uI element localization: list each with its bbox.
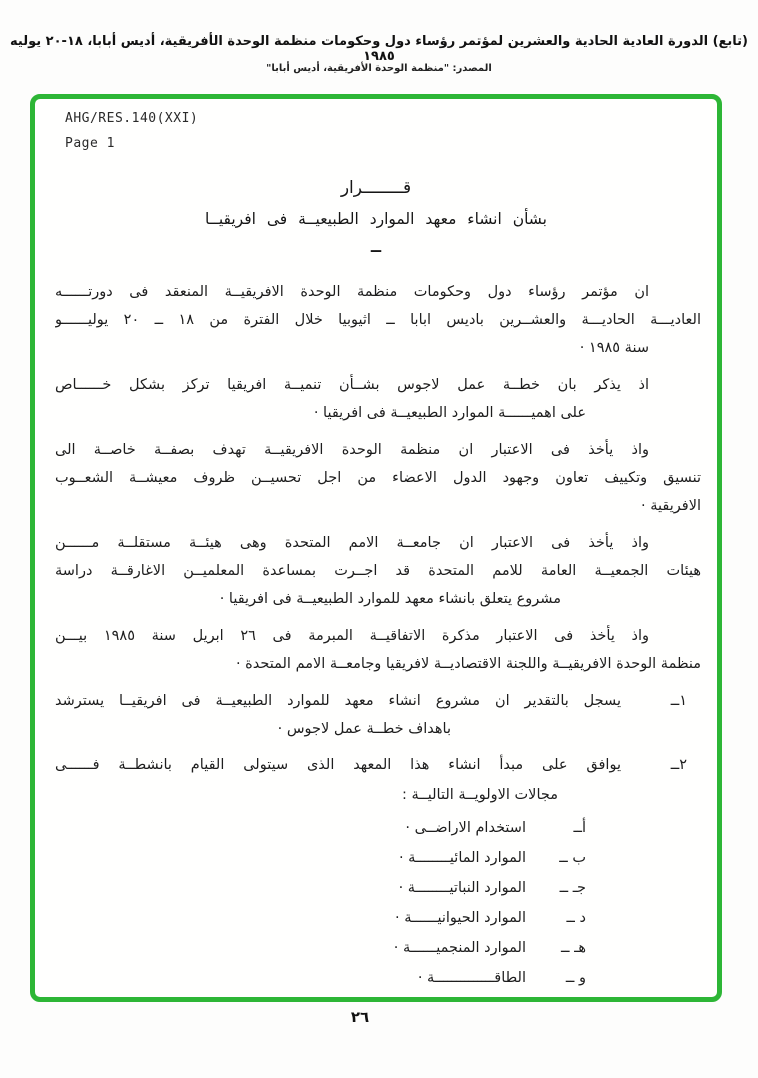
title-divider-dash: ــ	[370, 238, 382, 256]
list-item-letter: جـ ــ	[559, 880, 586, 896]
paragraph-line: منظمة الوحدة الافريقيــة واللجنة الاقتصاديــة لافريقيا وجامعــة الامم المتحدة ·	[235, 656, 701, 672]
paragraph-line: واذ يأخذ فى الاعتبار ان جامعــة الامم المتحدة وهى هيئــة مستقلــة مــــــن	[55, 535, 649, 551]
operative-item-2-continuation: مجالات الاولويــة التاليــة :	[402, 787, 558, 803]
list-item-text: الموارد المنجميــــــة ·	[393, 940, 526, 956]
operative-item-2	[55, 751, 701, 779]
list-item-letter: و ــ	[565, 970, 586, 986]
paragraph-line: يوافق على مبدأ انشاء هذا المعهد الذى سيتولى القيام بانشطــة فــــــى	[55, 757, 621, 773]
list-item-text: الموارد المائيــــــــة ·	[398, 850, 526, 866]
list-item	[55, 903, 586, 933]
preamble-paragraph-4	[55, 529, 701, 613]
preamble-paragraph-5	[55, 622, 701, 678]
list-item-letter: د ــ	[566, 910, 586, 926]
source-line: المصدر: "منظمة الوحدة الأفريقية، أديس أبابا"	[266, 63, 492, 74]
page-number: ٢٦	[350, 1008, 370, 1026]
list-item	[55, 813, 586, 843]
list-item-letter: ب ــ	[559, 850, 586, 866]
operative-item-1	[55, 687, 701, 743]
list-item-text: الموارد الحيوانيــــــة ·	[394, 910, 526, 926]
paragraph-line: العاديـــة الحاديـــة والعشــرين باديس ابابا ــ اثيوبيا خلال الفترة من ١٨ ــ ٢٠ يوليــــــو	[55, 312, 701, 328]
resolution-title: قــــــــرار	[340, 178, 412, 198]
paragraph-line: سنة ١٩٨٥ ·	[579, 340, 649, 356]
paragraph-line: مشروع يتعلق بانشاء معهد للموارد الطبيعيــة فى افريقيا ·	[219, 591, 561, 607]
paragraph-line: واذ يأخذ فى الاعتبار ان منظمة الوحدة الافريقيــة تهدف بصفــة خاصــة الى	[55, 442, 649, 458]
paragraph-line: ان مؤتمر رؤساء دول وحكومات منظمة الوحدة الافريقيــة المنعقد فى دورتــــــه	[55, 284, 649, 300]
paragraph-line: هيئات الجمعيــة العامة للامم المتحدة قد اجــرت بمساعدة المعلميــن الاغارقــة دراسة	[55, 563, 701, 579]
paragraph-line: اذ يذكر بان خطــة عمل لاجوس بشــأن تنميــة افريقيا تركز بشكل خــــــاص	[55, 377, 649, 393]
session-header-line: (تابع) الدورة العادية الحادية والعشرين لمؤتمر رؤساء دول وحكومات منظمة الوحدة الأفريقية، أديس أبابا، ١٨-٢٠ يوليه ١٩٨٥	[10, 34, 748, 64]
list-item	[55, 843, 586, 873]
list-item	[55, 873, 586, 903]
preamble-paragraph-1	[55, 278, 701, 362]
list-item	[55, 933, 586, 963]
paragraph-line: يسجل بالتقدير ان مشروع انشاء معهد للموارد الطبيعيــة فى افريقيــا يسترشد	[55, 693, 621, 709]
list-item-text: استخدام الاراضــى ·	[405, 820, 526, 836]
list-item-text: الموارد النباتيــــــــة ·	[398, 880, 526, 896]
list-item-text: الطاقــــــــــــــة ·	[417, 970, 526, 986]
paragraph-line: تنسيق وتكييف تعاون وجهود الدول الاعضاء من اجل تحسيــن ظروف معيشــة الشعــوب	[55, 470, 701, 486]
preamble-paragraph-3	[55, 436, 701, 520]
document-page-label: Page 1	[65, 136, 115, 151]
resolution-subtitle: بشأن انشاء معهد الموارد الطبيعيــة فى افريقيــا	[205, 210, 547, 228]
list-item-letter: أــ	[573, 820, 586, 836]
operative-item-number: ١ــ	[670, 693, 687, 709]
operative-item-number: ٢ــ	[670, 757, 687, 773]
paragraph-line: باهداف خطــة عمل لاجوس ·	[277, 721, 451, 737]
priority-areas-list	[55, 813, 701, 993]
resolution-body	[55, 278, 701, 993]
list-item-letter: هـ ــ	[561, 940, 586, 956]
paragraph-line: على اهميــــــة الموارد الطبيعيــة فى افريقيا ·	[313, 405, 586, 421]
document-green-frame	[30, 94, 722, 1002]
document-reference: AHG/RES.140(XXI)	[65, 111, 199, 126]
preamble-paragraph-2	[55, 371, 701, 427]
paragraph-line: واذ يأخذ فى الاعتبار مذكرة الاتفاقيــة المبرمة فى ٢٦ ابريل سنة ١٩٨٥ بيـــن	[55, 628, 649, 644]
list-item	[55, 963, 586, 993]
paragraph-line: الافريقية ·	[641, 498, 701, 514]
